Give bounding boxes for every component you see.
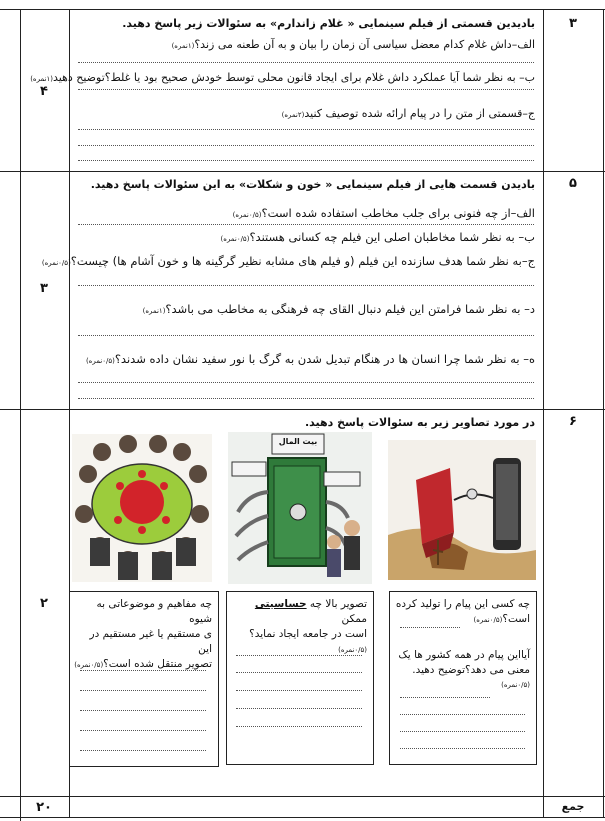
answer-line	[236, 672, 362, 673]
question-item: د– به نظر شما فرامتن این فیلم دنبال القای چه فرهنگی به مخاطب می باشد؟(۱نمره)	[142, 302, 535, 316]
question-number: ۶	[569, 414, 577, 429]
question-points: ۴	[40, 84, 48, 99]
answer-line	[400, 748, 525, 749]
table-bottom-border	[0, 817, 605, 818]
answer-line	[400, 731, 525, 732]
answer-line	[78, 160, 534, 161]
cartoon-meeting-illustration	[72, 434, 212, 582]
row-divider	[0, 796, 605, 797]
question-item: ج–به نظر شما هدف سازنده این فیلم (و فیلم های مشابه نظیر گرگینه ها و خون آشام ها) چیست؟(۰/۵نمره)	[41, 254, 535, 268]
question-points: ۳	[40, 281, 48, 296]
answer-line	[78, 62, 534, 63]
answer-line	[78, 285, 534, 286]
answer-line	[236, 655, 362, 656]
answer-line	[80, 750, 206, 751]
question-item: ب– به نظر شما آیا عملکرد داش غلام برای ایجاد قانون محلی توسط خودش صحیح بود یا غلط؟توضیح دهید(۱نمره)	[30, 71, 535, 84]
box-question: چه کسی این پیام را تولید کرده است؟(۰/۵نمره)	[395, 598, 530, 625]
question-heading: بادیدین قسمتی از فیلم سینمایی « غلام زاندارم» به سئوالات زیر پاسخ دهید.	[122, 17, 535, 30]
question-item: الف–از چه فنونی برای جلب مخاطب استفاده شده است؟(۰/۵نمره)	[232, 206, 535, 220]
answer-line	[80, 730, 206, 731]
box-question: چه مفاهیم و موضوعاتی به شیوه ی مستقیم یا غیر مستقیم در این تصویر منتقل شده است؟(۰/۵نمره)	[74, 598, 212, 670]
box-question: تصویر بالا چه حساسیتی ممکن است در جامعه ایجاد نماید؟(۰/۵نمره)	[249, 598, 367, 654]
answer-line	[400, 697, 490, 698]
answer-line	[78, 224, 534, 225]
question-heading: در مورد تصاویر زیر به سئوالات پاسخ دهید.	[304, 416, 535, 429]
table-top-border	[0, 9, 605, 10]
question-number: ۳	[569, 16, 577, 31]
answer-line	[78, 145, 534, 146]
cartoon-phone-illustration	[388, 440, 536, 580]
row-divider	[0, 409, 605, 410]
cartoon-treasury-illustration	[228, 432, 372, 584]
answer-line	[78, 129, 534, 130]
box-question: آیااین پیام در همه کشور ها یک معنی می دهد؟توضیح دهید. (۰/۵نمره)	[398, 649, 530, 689]
question-number: ۵	[569, 176, 577, 191]
answer-line	[78, 89, 534, 90]
answer-line	[400, 714, 525, 715]
answer-line	[80, 670, 206, 671]
column-divider	[20, 9, 21, 821]
answer-line	[78, 382, 534, 383]
question-item: الف–داش غلام کدام معضل سیاسی آن زمان را بیان و به آن طعنه می زند؟(۱نمره)	[171, 38, 535, 51]
safe-sign-text: بیت المال	[278, 437, 318, 446]
question-item: ه– به نظر شما چرا انسان ها در هنگام تبدیل شدن به گرگ با نور سفید نشان داده شدند؟(۰/۵نمره)	[85, 352, 535, 366]
answer-line	[78, 398, 534, 399]
column-divider	[603, 9, 604, 817]
answer-line	[78, 335, 534, 336]
answer-line	[236, 708, 362, 709]
question-item: ب– به نظر شما مخاطبان اصلی این فیلم چه کسانی هستند؟(۰/۵نمره)	[220, 230, 535, 244]
answer-line	[80, 690, 206, 691]
row-divider	[0, 171, 605, 172]
answer-line	[236, 726, 362, 727]
column-divider	[543, 9, 544, 817]
total-label: جمع	[561, 800, 585, 813]
total-points: ۲۰	[36, 800, 52, 815]
answer-line	[400, 627, 460, 628]
question-heading: بادیدن قسمت هایی از فیلم سینمایی « خون و شکلات» به این سئوالات پاسخ دهید.	[90, 178, 535, 191]
answer-line	[236, 690, 362, 691]
question-points: ۲	[40, 596, 48, 611]
answer-line	[80, 710, 206, 711]
question-item: ج–قسمتی از متن را در پیام ارائه شده توصیف کنید(۲نمره)	[281, 107, 535, 120]
